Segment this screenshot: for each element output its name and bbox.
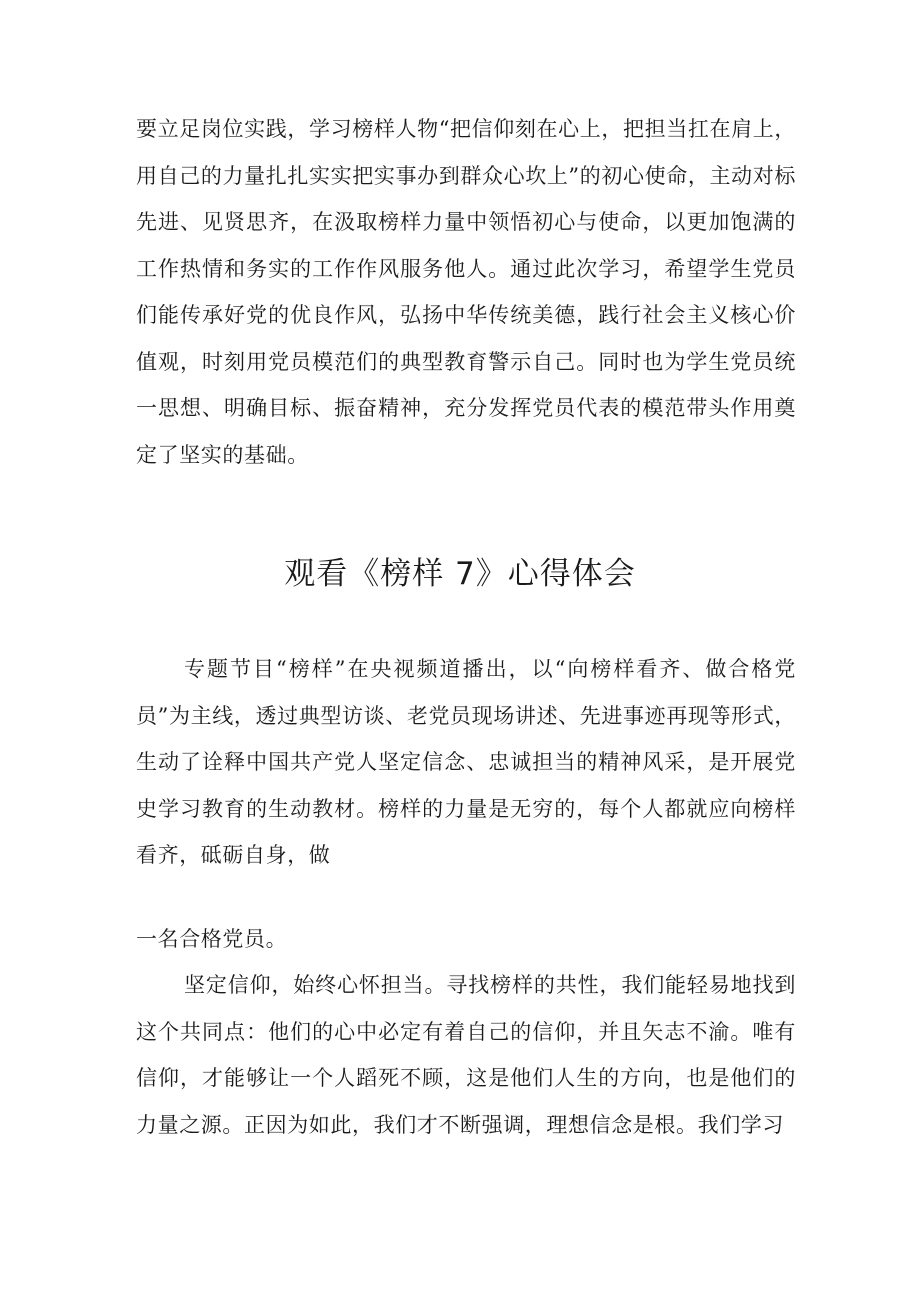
intro-paragraph: 专题节目“榜样”在央视频道播出，以“向榜样看齐、做合格党员”为主线，透过典型访谈、老党员现场讲述、先进事迹再现等形式，生动了诠释中国共产党人坚定信念、忠诚担当的精神风采，是开展党史学习教育的生动教材。榜样的力量是无穷的，每个人都就应向榜样看齐，砥砺自身，做 <box>136 657 796 867</box>
document-title: 观看《榜样 7》心得体会 <box>284 556 636 592</box>
paragraph-top: 要立足岗位实践，学习榜样人物“把信仰刻在心上，把担当扛在肩上，用自己的力量扎扎实实把实事办到群众心坎上”的初心使命，主动对标先进、见贤思齐，在汲取榜样力量中领悟初心与使命，以更加饱满的工作热情和务实的工作作风服务他人。通过此次学习，希望学生党员们能传承好党的优良作风，弘扬中华传统美德，践行社会主义核心价值观，时刻用党员模范们的典型教育警示自己。同时也为学生党员统一思想、明确目标、振奋精神，充分发挥党员代表的模范带头作用奠定了坚实的基础。 <box>136 117 796 467</box>
continuation-line: 一名合格党员。 <box>136 927 288 951</box>
section-paragraph: 坚定信仰，始终心怀担当。寻找榜样的共性，我们能轻易地找到这个共同点：他们的心中必定有着自己的信仰，并且矢志不渝。唯有信仰，才能够让一个人蹈死不顾，这是他们人生的方向，也是他们的力量之源。正因为如此，我们才不断强调，理想信念是根。我们学习 <box>136 973 796 1137</box>
